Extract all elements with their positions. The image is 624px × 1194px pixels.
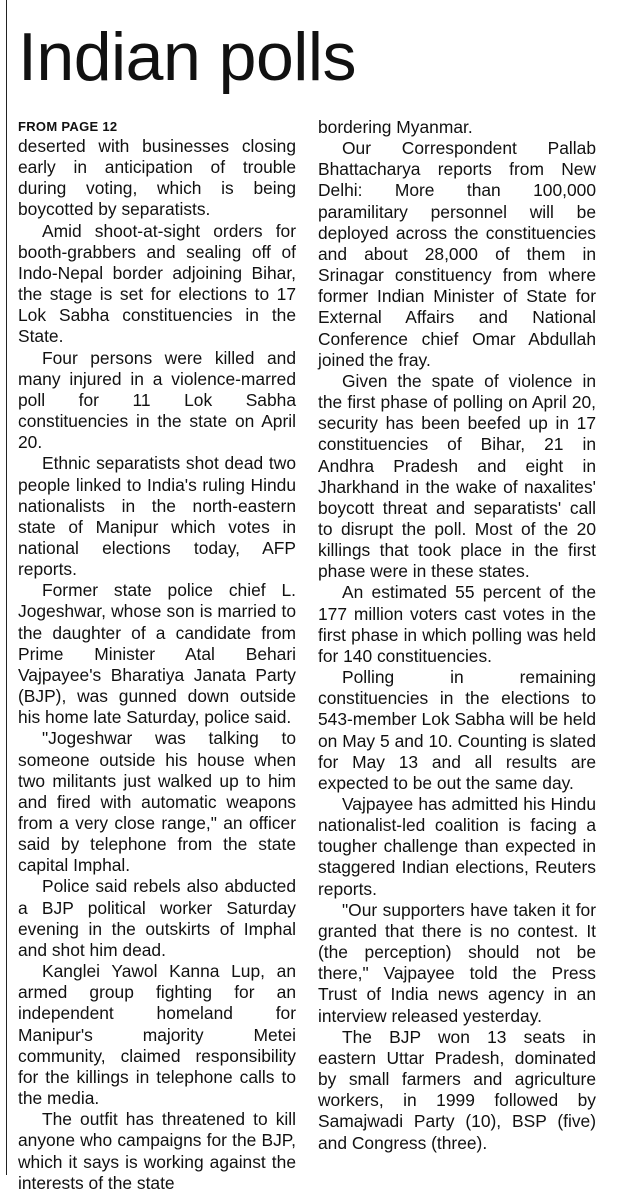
dateline: FROM PAGE 12 <box>18 119 118 134</box>
paragraph: Police said rebels also abducted a BJP political worker Saturday evening in the outskirts of Imphal and shot him dead. <box>18 876 296 960</box>
paragraph: The outfit has threatened to kill anyone who campaigns for the BJP, which it says is working against the interests of the state <box>18 1109 296 1193</box>
paragraph: Ethnic separatists shot dead two people linked to India's ruling Hindu nationalists in the north-eastern state of Manipur which votes in national elections today, AFP reports. <box>18 453 296 580</box>
paragraph: Given the spate of violence in the first phase of polling on April 20, security has been beefed up in 17 constituencies of Bihar, 21 in Andhra Pradesh and eight in Jharkhand in the wake of naxalites' boycott threat and separatists' call to disrupt the poll. Most of the 20 killings that took place in the first phase were in these states. <box>318 370 596 582</box>
article-column-left <box>18 117 296 1194</box>
paragraph: deserted with businesses closing early in anticipation of trouble during voting, which is being boycotted by separatists. <box>18 136 296 220</box>
paragraph: An estimated 55 percent of the 177 million voters cast votes in the first phase in which polling was held for 140 constituencies. <box>318 582 596 666</box>
paragraph: The BJP won 13 seats in eastern Uttar Pradesh, dominated by small farmers and agriculture workers, in 1999 followed by Samajwadi Party (10), BSP (five) and Congress (three). <box>318 1026 596 1153</box>
paragraph: Vajpayee has admitted his Hindu nationalist-led coalition is facing a tougher challenge than expected in staggered Indian elections, Reuters reports. <box>318 794 596 899</box>
paragraph: Polling in remaining constituencies in the elections to 543-member Lok Sabha will be held on May 5 and 10. Counting is slated for May 13 and all results are expected to be out the same day. <box>318 667 596 793</box>
paragraph: Amid shoot-at-sight orders for booth-grabbers and sealing off of Indo-Nepal border adjoining Bihar, the stage is set for elections to 17 Lok Sabha constituencies in the State. <box>18 220 296 347</box>
paragraph: Kanglei Yawol Kanna Lup, an armed group fighting for an independent homeland for Manipur's majority Metei community, claimed responsibility for the killings in telephone calls to the media. <box>18 961 296 1109</box>
column-rule-left <box>6 0 7 1175</box>
article-column-right <box>318 117 596 1154</box>
headline: Indian polls <box>18 19 357 95</box>
paragraph: "Jogeshwar was talking to someone outside his house when two militants just walked up to him and fired with automatic weapons from a very close range," an officer said by telephone from the state capital Imphal. <box>18 728 296 876</box>
paragraph: Former state police chief L. Jogeshwar, whose son is married to the daughter of a candidate from Prime Minister Atal Behari Vajpayee's Bharatiya Janata Party (BJP), was gunned down outside his home late Saturday, police said. <box>18 580 296 728</box>
paragraph: Our Correspondent Pallab Bhattacharya reports from New Delhi: More than 100,000 paramilitary personnel will be deployed across the constituencies and about 28,000 of them in Srinagar constituency from where former Indian Minister of State for External Affairs and National Conference chief Omar Abdullah joined the fray. <box>318 138 596 370</box>
paragraph: Four persons were killed and many injured in a violence-marred poll for 11 Lok Sabha constituencies in the state on April 20. <box>18 347 296 453</box>
paragraph: "Our supporters have taken it for granted that there is no contest. It (the perception) should not be there," Vajpayee told the Press Trust of India news agency in an interview released yesterday. <box>318 899 596 1026</box>
paragraph: bordering Myanmar. <box>318 117 473 137</box>
